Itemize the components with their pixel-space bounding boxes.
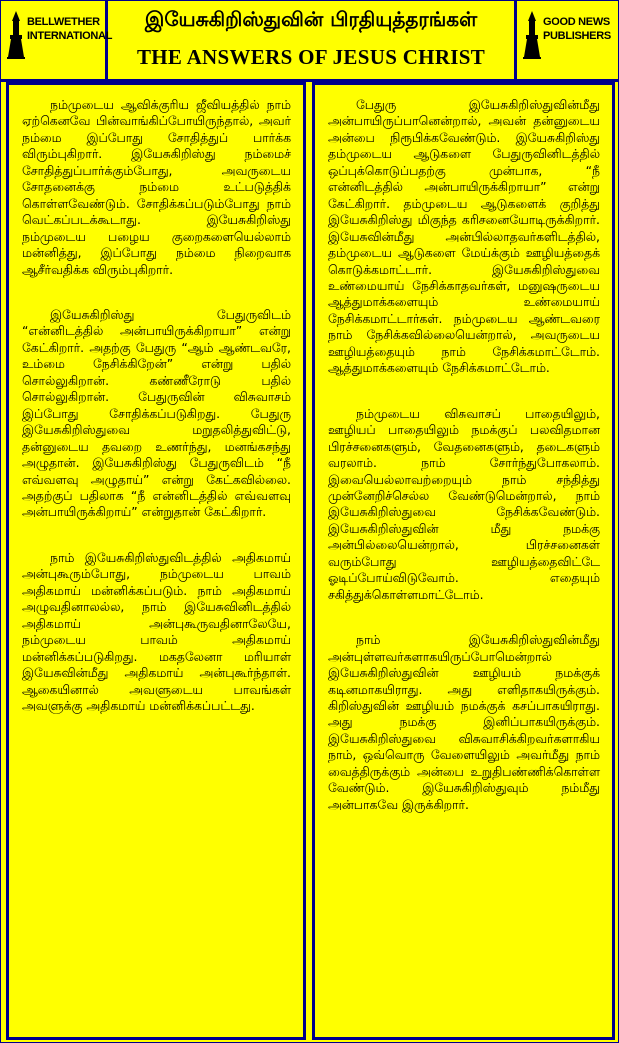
left-paragraph-1: நம்முடைய ஆவிக்குரிய ஜீவியத்தில் நாம் ஏற்கெனவே பின்வாங்கிப்போயிருந்தால், அவர் நம்மை இப்போது சோதித்துப் பார்க்க விரும்புகிறார். இயேசுகிறிஸ்து நம்மைச் சோதித்துப்பார்க்கும்போது, அவருடைய சோதனைக்கு நம்மை உட்படுத்திக் கொள்ளவேண்டும். சோதிக்கப்படும்போது நாம் வெட்கப்படக்கூடாது. இயேசுகிறிஸ்து நம்முடைய பழைய குறைகளையெல்லாம் மன்னித்து, இப்போது நம்மை நிறைவாக ஆசீர்வதிக்க விரும்புகிறார். (22, 97, 291, 277)
left-logo-line2: INTERNATIONAL (27, 30, 113, 42)
right-paragraph-2: நம்முடைய விசுவாசப் பாதையிலும், ஊழியப் பாதையிலும் நமக்குப் பலவிதமான பிரச்சனைகளும், வேதனைகளும், தடைகளும் வரலாம். நாம் சோர்ந்துபோகலாம். இவையெல்லாவற்றையும் நாம் சந்தித்து முன்னேறிச்செல்ல வேண்டுமென்றால், நாம் இயேசுகிறிஸ்துவை நேசிக்கவேண்டும். இயேசுகிறிஸ்துவின் மீது நமக்கு அன்பில்லையென்றால், பிரச்சனைகள் வரும்போது ஊழியத்தைவிட்டே ஓடிப்போய்விடுவோம். எதையும் சகித்துக்கொள்ளமாட்டோம். (328, 405, 600, 602)
right-paragraph-1: பேதுரு இயேசுகிறிஸ்துவின்மீது அன்பாயிருப்பானென்றால், அவன் தன்னுடைய அன்பை நிரூபிக்கவேண்டும். இயேசுகிறிஸ்து தம்முடைய ஆடுகளை பேதுருவினிடத்தில் ஒப்புக்கொடுப்பதற்கு முன்பாக, “நீ என்னிடத்தில் அன்பாயிருக்கிறாயா” என்று கேட்கிறார். தம்முடைய ஆடுகளைக் குறித்து இயேசுகிறிஸ்து மிகுந்த கரிசனையோடிருக்கிறார். இயேசுவின்மீது அன்பில்லாதவர்களிடத்தில், தம்முடைய ஆடுகளை மேய்க்கும் ஊழியத்தைக் கொடுக்கமாட்டார். இயேசுகிறிஸ்துவை உண்மையாய் நேசிக்காதவர்கள், மனுஷருடைய ஆத்துமாக்களையும் உண்மையாய் நேசிக்கமாட்டார்கள். நம்முடைய ஆண்டவரை நாம் நேசிக்கவில்லையென்றால், அவருடைய ஊழியத்தையும் நாம் நேசிக்கமாட்டோம். ஆத்துமாக்களையும் நேசிக்கமாட்டோம். (328, 97, 600, 376)
tower-icon (523, 11, 541, 59)
left-paragraph-3: நாம் இயேசுகிறிஸ்துவிடத்தில் அதிகமாய் அன்புகூரும்போது, நம்முடைய பாவம் அதிகமாய் மன்னிக்கப்படும். நாம் அதிகமாய் அழுவதினாலல்ல, நாம் இயேசுவினிடத்தில் அதிகமாய் அன்புகூருவதினாலேயே, நம்முடைய பாவம் அதிகமாய் மன்னிக்கப்படுகிறது. மகதலேனா மரியாள் இயேசுவின்மீது அதிகமாய் அன்புகூர்ந்தாள். ஆகையினால் அவளுடைய பாவங்கள் அவளுக்கு அதிகமாய் மன்னிக்கப்பட்டது. (22, 549, 291, 713)
tower-icon (7, 11, 25, 59)
tamil-title: இயேசுகிறிஸ்துவின் பிரதியுத்தரங்கள் (144, 7, 478, 31)
right-column (312, 82, 615, 1040)
header (1, 1, 618, 82)
left-column (6, 82, 306, 1040)
english-title: THE ANSWERS OF JESUS CHRIST (136, 45, 486, 69)
right-logo-line1: GOOD NEWS (543, 16, 610, 28)
right-paragraph-3: நாம் இயேசுகிறிஸ்துவின்மீது அன்புள்ளவர்களாகயிருப்போமென்றால் இயேசுகிறிஸ்துவின் ஊழியம் நமக்குக் கடினமாகயிராது. அது எளிதாகயிருக்கும். கிறிஸ்துவின் ஊழியம் நமக்குக் கசப்பாகயிராது. அது நமக்கு இனிப்பாகயிருக்கும். இயேசுகிறிஸ்துவை விசுவாசிக்கிறவர்களாகிய நாம், ஒவ்வொரு வேளையிலும் அவர்மீது நாம் வைத்திருக்கும் அன்பை உறுதிபண்ணிக்கொள்ள வேண்டும். இயேசுகிறிஸ்துவும் நம்மீது அன்பாகவே இருக்கிறார். (328, 632, 600, 812)
left-paragraph-2: இயேசுகிறிஸ்து பேதுருவிடம் “என்னிடத்தில் அன்பாயிருக்கிறாயா” என்று கேட்கிறார். அதற்கு பேதுரு “ஆம் ஆண்டவரே, உம்மை நேசிக்கிறேன்” என்று பதில் சொல்லுகிறான். கண்ணீரோடு பதில் சொல்லுகிறான். பேதுருவின் விசுவாசம் இப்போது சோதிக்கப்படுகிறது. பேதுரு இயேசுகிறிஸ்துவை மறுதலித்துவிட்டு, தன்னுடைய தவறை உணர்ந்து, மனங்கசந்து அழுதான். இயேசுகிறிஸ்து பேதுருவிடம் “நீ எவ்வளவு அழுதாய்” என்று கேட்கவில்லை. அதற்குப் பதிலாக “நீ என்னிடத்தில் எவ்வளவு அன்பாயிருக்கிறாய்” என்றுதான் கேட்கிறார். (22, 306, 291, 520)
bellwether-logo (1, 1, 113, 79)
title-area (108, 1, 514, 79)
good-news-logo (514, 1, 619, 79)
right-logo-line2: PUBLISHERS (543, 30, 611, 42)
left-logo-line1: BELLWETHER (27, 16, 100, 28)
